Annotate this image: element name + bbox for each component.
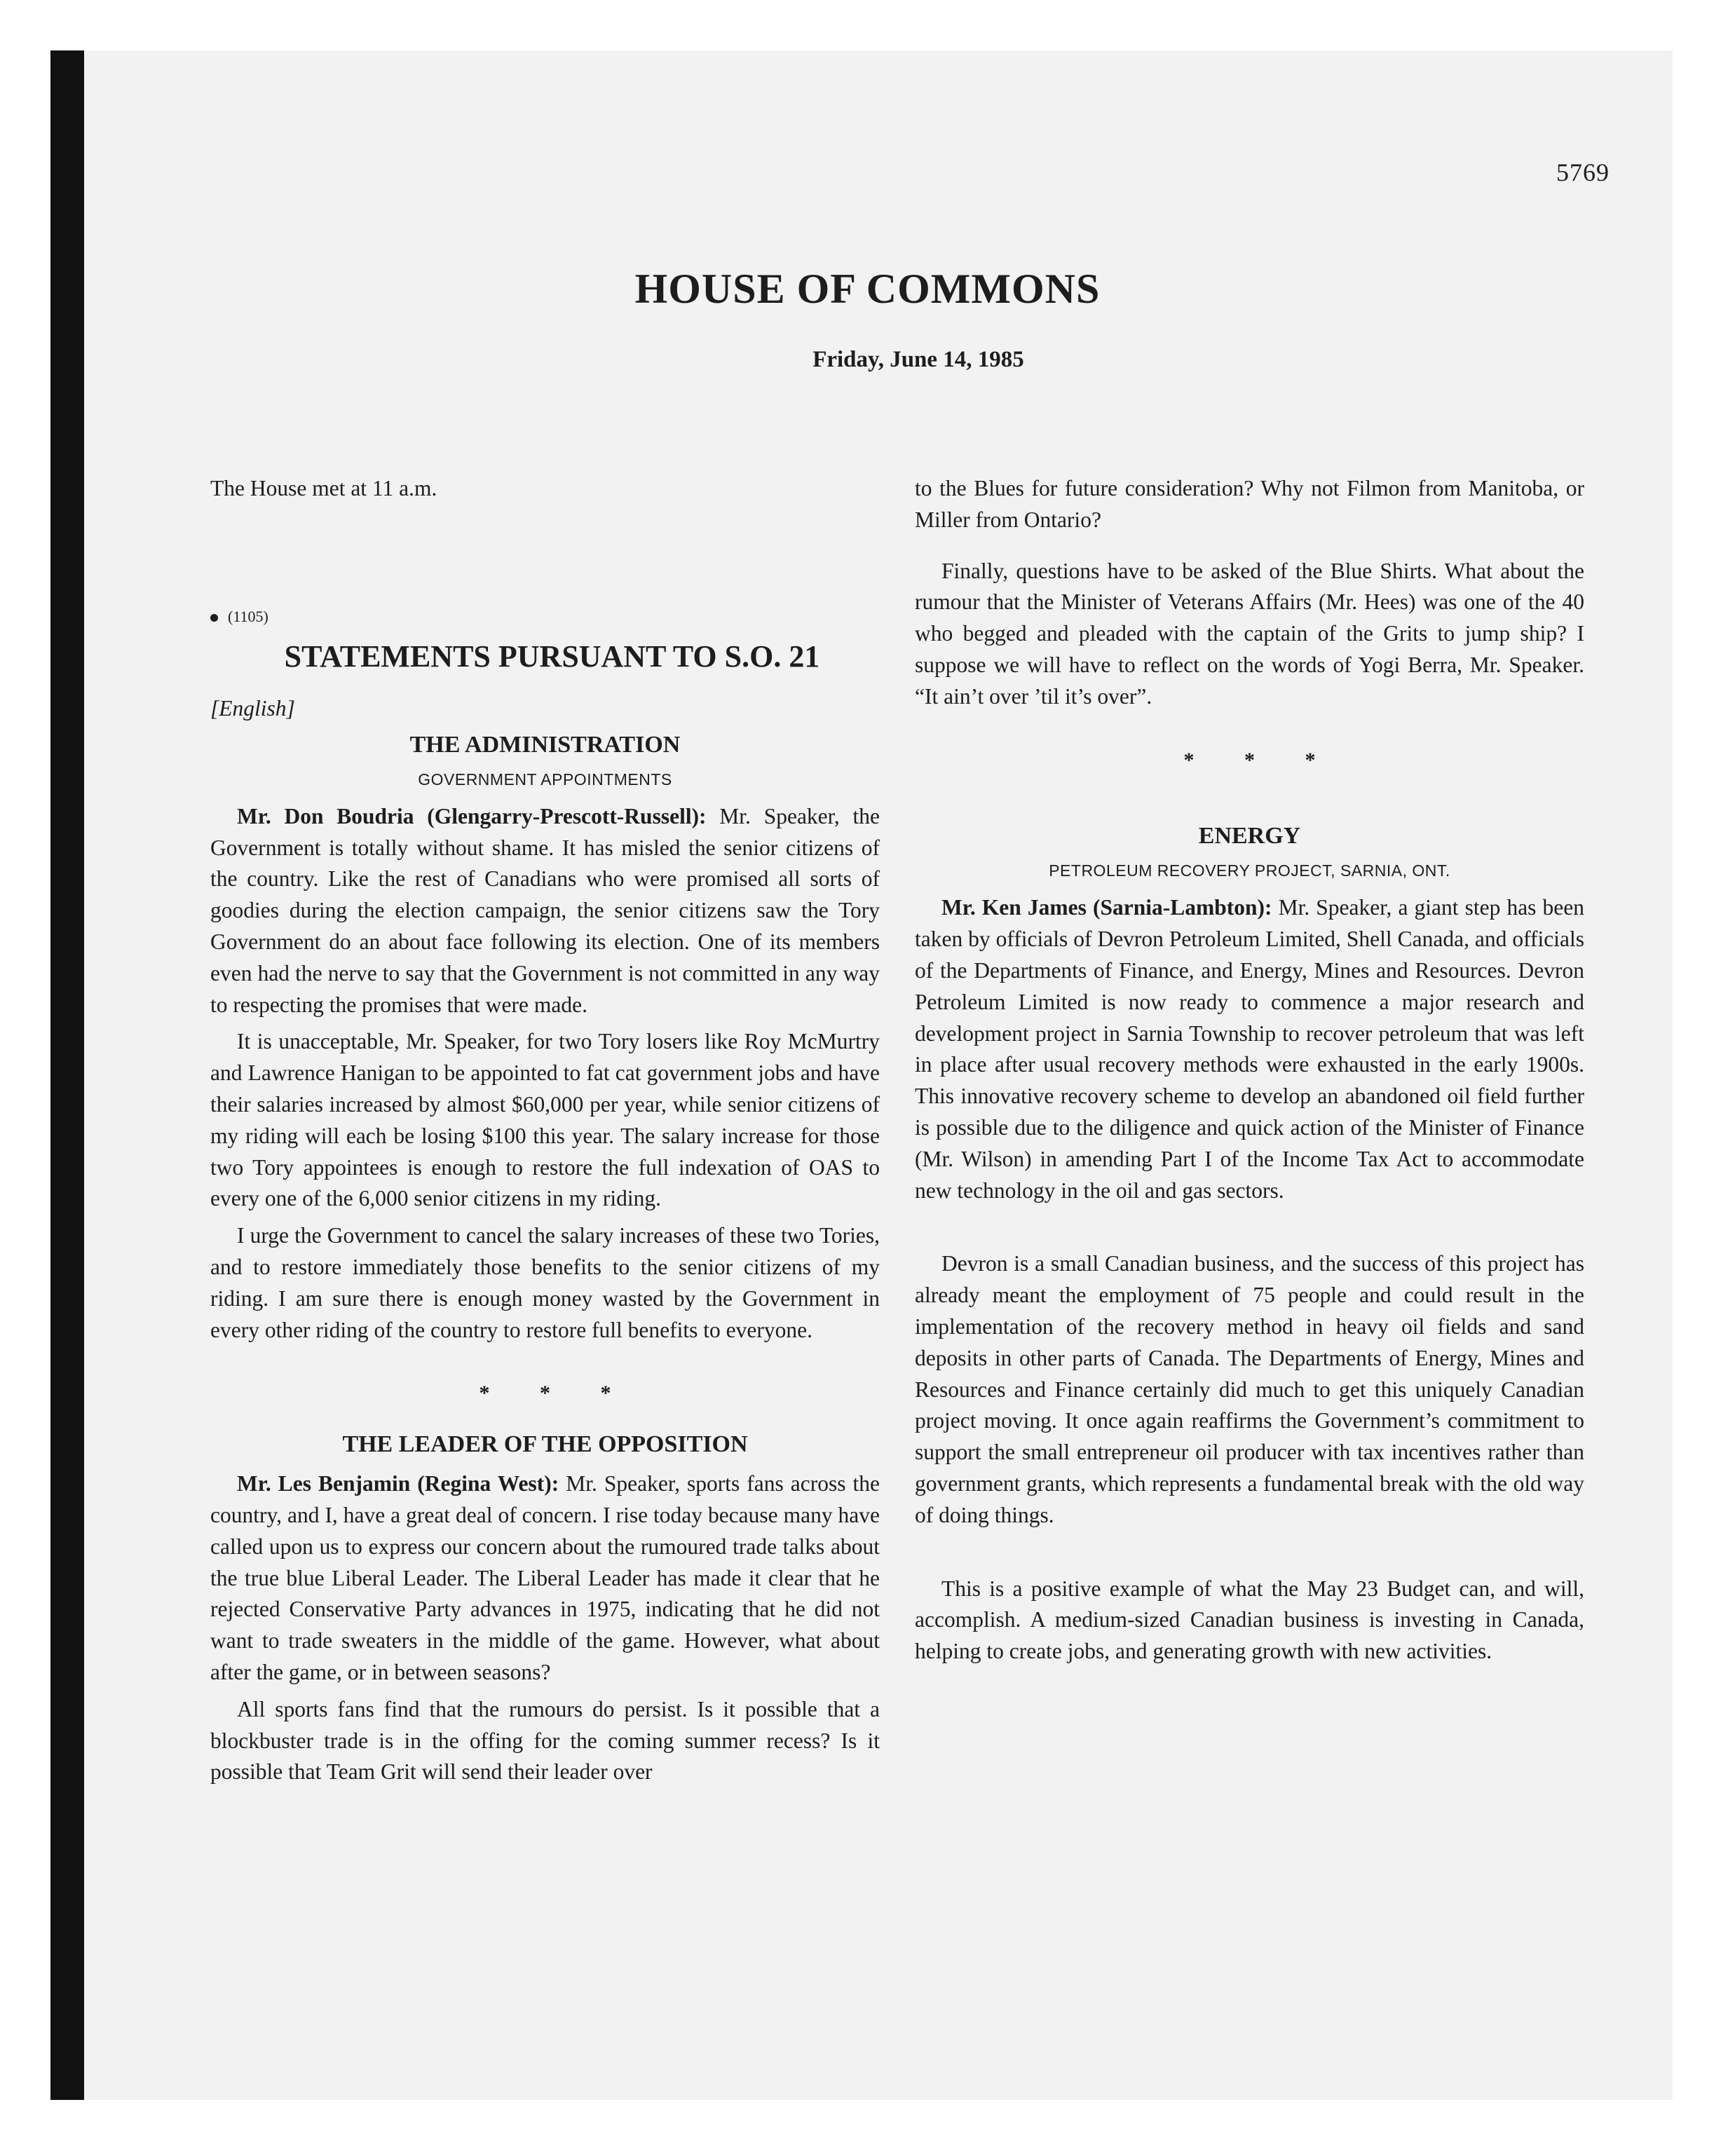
- statement-paragraph: Finally, questions have to be asked of the Blue Shirts. What about the rumour that the Minister of Veterans Affairs (Mr. Hees) was one of the 40 who begged and pleaded with the captain of the Grits to jump ship? I suppose we will have to reflect on the words of Yogi Berra, Mr. Speaker. “It ain’t over ’til it’s over”.: [915, 558, 1584, 709]
- statement-paragraph: [210, 1468, 880, 1688]
- statement-paragraph: Devron is a small Canadian business, and the success of this project has already meant the employment of 75 people and could result in the implementation of the recovery method in heavy oil fields and sand deposits in other parts of Canada. The Departments of Energy, Mines and Resources and Finance certainly did much to get this uniquely Canadian project moving. It once again reaffirms the Government’s commitment to support the small entrepreneur oil producer with tax incentives rather than government grants, which represents a fundamental break with the old way of doing things.: [915, 1251, 1584, 1527]
- statement-paragraph: [915, 892, 1584, 1206]
- paragraph-text: Mr. Speaker, the Government is totally without shame. It has misled the senior citizens of the country. Like the rest of Canadians who were promised all sorts of goodies during the election campaign, the senior citizens saw the Tory Government do an about face following its election. One of its members even had the nerve to say that the Government is not committed in any way to respecting the promises that were made.: [210, 803, 880, 1017]
- speaker-name: Mr. Ken James (Sarnia-Lambton):: [941, 895, 1272, 920]
- section-heading-energy: ENERGY: [1198, 823, 1301, 850]
- timestamp-text: (1105): [228, 607, 268, 625]
- statement-paragraph: It is unacceptable, Mr. Speaker, for two Tory losers like Roy McMurtry and Lawrence Hanigan to be appointed to fat cat government jobs and have their salaries increased by almost $60,000 per year, while senior citizens of my riding will each be losing $100 this year. The salary increase for those two Tory appointees is enough to restore the full indexation of OAS to every one of the 6,000 senior citizens in my riding.: [210, 1029, 880, 1211]
- scan-top-margin: [0, 0, 1735, 50]
- sitting-date: Friday, June 14, 1985: [812, 347, 1024, 372]
- statements-heading: STATEMENTS PURSUANT TO S.O. 21: [284, 639, 820, 674]
- left-column: [210, 473, 880, 1788]
- timestamp-marker: [210, 606, 880, 627]
- opening-line: The House met at 11 a.m.: [210, 476, 437, 500]
- statement-paragraph: This is a positive example of what the May 23 Budget can, and will, accomplish. A medium-sized Canadian business is investing in Canada, helping to create jobs, and generating growth with new activities.: [915, 1576, 1584, 1664]
- section-heading-leader-opposition: THE LEADER OF THE OPPOSITION: [342, 1431, 748, 1458]
- statement-paragraph-continued: to the Blues for future consideration? Why not Filmon from Manitoba, or Miller from Ontario?: [915, 476, 1584, 532]
- page-title: HOUSE OF COMMONS: [634, 266, 1101, 312]
- bullet-icon: [210, 614, 218, 622]
- subheading-government-appointments: GOVERNMENT APPOINTMENTS: [418, 770, 672, 789]
- right-column: [915, 473, 1584, 1667]
- statement-paragraph: All sports fans find that the rumours do persist. Is it possible that a blockbuster trade is in the offing for the coming summer recess? Is it possible that Team Grit will send their leader over: [210, 1696, 880, 1785]
- section-separator: * * *: [479, 1381, 634, 1405]
- paragraph-text: Mr. Speaker, a giant step has been taken by officials of Devron Petroleum Limited, Shell Canada, and officials of the Departments of Finance, and Energy, Mines and Resources. Devron Petroleum Limited is now ready to commence a major research and development project in Sarnia Township to recover petroleum that was left in place after usual recovery methods were exhausted in the early 1900s. This innovative recovery scheme to develop an abandoned oil field further is possible due to the diligence and quick action of the Minister of Finance (Mr. Wilson) in amending Part I of the Income Tax Act to accommodate new technology in the oil and gas sectors.: [915, 895, 1584, 1203]
- section-heading-administration: THE ADMINISTRATION: [409, 731, 681, 758]
- scan-binding-edge: [50, 50, 84, 2100]
- statement-paragraph: [210, 801, 880, 1021]
- subheading-petroleum-recovery: PETROLEUM RECOVERY PROJECT, SARNIA, ONT.: [1049, 861, 1450, 880]
- speaker-name: Mr. Don Boudria (Glengarry-Prescott-Russell):: [237, 803, 707, 828]
- page-number: 5769: [1556, 158, 1610, 186]
- section-separator: * * *: [1183, 748, 1338, 772]
- paragraph-text: Mr. Speaker, sports fans across the country, and I, have a great deal of concern. I rise today because many have called upon us to express our concern about the rumoured trade talks about the true blue Liberal Leader. The Liberal Leader has made it clear that he rejected Conservative Party advances in 1975, indicating that he did not want to trade sweaters in the middle of the game. However, what about after the game, or in between seasons?: [210, 1471, 880, 1684]
- statement-paragraph: I urge the Government to cancel the salary increases of these two Tories, and to restore immediately those benefits to the senior citizens of my riding. I am sure there is enough money wasted by the Government in every other riding of the country to restore full benefits to everyone.: [210, 1223, 880, 1342]
- speaker-name: Mr. Les Benjamin (Regina West):: [237, 1471, 559, 1496]
- language-tag: [English]: [210, 695, 295, 721]
